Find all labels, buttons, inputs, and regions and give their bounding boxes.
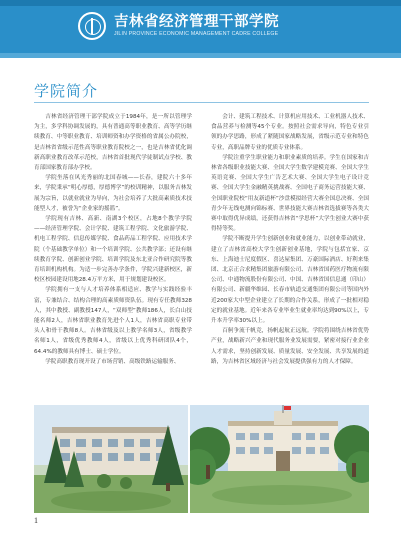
school-name: 吉林省经济管理干部学院 bbox=[114, 13, 279, 30]
right-text-column bbox=[211, 112, 369, 367]
paragraph: 学院坐落在风光秀丽的北国春城——长春，建院六十多年来，学院秉承“明心厚德，厚德博学”的校训精神，以服务吉林发展为宗旨，以就业就业为导向，为社会培养了大批高素质技术技能型人才，被誉为“企业家的摇篮”。 bbox=[34, 175, 192, 212]
header-top-band bbox=[0, 0, 401, 6]
photo-strip bbox=[34, 405, 369, 513]
title-divider bbox=[34, 102, 369, 103]
college-emblem-icon bbox=[78, 12, 106, 40]
paragraph: 会计、建筑工程技术、计算机应用技术、工业机器人技术、食品营养与检测等45个专业。按照社会需求导向，特色专业引领的办学思路，形成了紧随国家战略发展，省级示范专业和特色专业，高职品牌专业的优质专业体系。 bbox=[211, 114, 369, 151]
page-header bbox=[0, 0, 401, 58]
page-number: 1 bbox=[34, 516, 38, 525]
left-text-column bbox=[34, 112, 192, 367]
campus-gate-illustration bbox=[190, 405, 369, 513]
paragraph: 学院不断提升学生创新创业和就业能力，以创业带动就业，建立了吉林省高校大学生创新创业基地，学院与包括宜家、京东、上海迪士尼度假区、喜达屋集团、万豪国际酒店、好利来集团、北京正合求精集团旅游有限公司、吉林省国药医疗物流有限公司、中通物流股份有限公司、中国、吉林省国信息通（印山）有限公司、新疆华维园、长春市轨道交通集团有限公司等国内外近200家大中型企业建立了长期的合作关系，形成了一批相对稳定的就业基地。近年来各专业毕业生就业率均达到90%以上，专升本升学率30%以上。 bbox=[211, 236, 369, 325]
paragraph: 吉林省经济管理干部学院成立于1984年，是一所以管理学为主，多学科协调发展的，具有普通高等职业教育、高等学历继续教育、中等职业教育、培训师资和办学资格的省属公办院校，是吉林省省级示范性高等职业教育院校之一，也是吉林省优化调新高职业教育改革示范校，吉林省首批现代学徒制试点学校、教育部国家教育部办学校。 bbox=[34, 114, 192, 172]
campus-building-photo bbox=[34, 405, 188, 513]
paragraph: 学院拥有一支与人才培养体系相适应、教学与实践经验丰富，专兼结合、结构合理的高素质师资队伍。现有专任教师328人，其中教授、副教授147人，“双师型”教师186人，长白山技能名师2人，吉林省职业教育先进个人1人，吉林省高职专业带头人和骨干教师8人。吉林省级及以上教学名师3人，省级教学名师1人，省级优秀教师4人，省级以上优秀科研团队4个，64.4%的教师具有博士、硕士学位。 bbox=[34, 287, 192, 355]
school-name-english: JILIN PROVINCE ECONOMIC MANAGEMENT CADRE COLLEGE bbox=[114, 31, 279, 37]
paragraph: 学院高职教育现开设了市场营销、高级铁路运输服务、 bbox=[45, 358, 180, 365]
paragraph: 学院现有吉林、高新、南湖3个校区，占地8个教学学院——经济管理学院、会计学院、建筑工程学院、文化旅游学院、机电工程学院、信息传媒学院、食品药品工程学院、应用技术学院（个基础教学单位）和一个培训学院、公共教学部；还设有继续教育学院、创新创业学院、培训学院及东北亚合作研究院等教育培训机构机构。为适一步完善办学条件，学院兴建新校区，新校区校园建设用地28.4万平方米，用于规划建设校区。 bbox=[34, 216, 192, 284]
paragraph: 百舸争流千帆竞，扬帆起航正远航。学院将围绕吉林省优势产业，战略新兴产业和现代服务业发展需要，紧密对接行业企业人才需求，坚持创新发展、质量发展、安全发展、共享发展的道路，为吉林省区域经济与社会发展提供强有力的人才保障。 bbox=[211, 328, 369, 365]
campus-building-illustration bbox=[34, 405, 188, 513]
paragraph: 学院注重学生职业能力和职业素质的培养。学生在国家和吉林省各级职业技能大赛、全国大学生数学建模竞赛、全国大学生英语竞赛、全国大学生广告艺术大赛、全国大学生电子设计竞赛、全国大学生金融精英挑战赛、全国电子商务运营技能大赛、全国职业院校“用友新道杯”沙盘模拟经营大赛全国总决赛、全国青少年无线电测向锦标赛、世界技能大赛吉林省选拔赛等各类大赛中取得优异成绩，还获得吉林省“学思杯”大学生创业大赛中获得特等奖。 bbox=[211, 154, 369, 233]
header-bottom-band bbox=[0, 53, 401, 58]
campus-gate-photo bbox=[190, 405, 369, 513]
section-title: 学院简介 bbox=[34, 82, 99, 100]
